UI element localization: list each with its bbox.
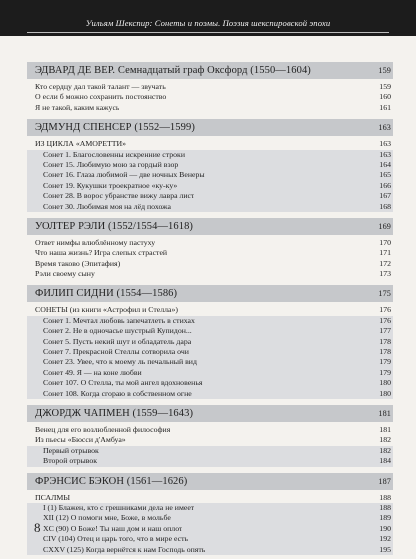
toc-group xyxy=(27,493,393,503)
toc-entry xyxy=(27,534,393,544)
page-ref: 159 xyxy=(379,82,391,91)
page-ref: 181 xyxy=(378,408,391,418)
author-heading xyxy=(27,218,393,235)
toc-entry xyxy=(27,545,393,555)
page-ref: 170 xyxy=(379,237,391,247)
author-heading xyxy=(27,473,393,490)
toc-entry xyxy=(27,160,393,170)
page-ref: 179 xyxy=(379,357,391,367)
page-number: 8 xyxy=(34,520,41,535)
entry-title: Ответ нимфы влюблённому пастуху xyxy=(35,237,156,247)
toc-section xyxy=(27,119,393,212)
page-ref: 175 xyxy=(378,289,391,299)
page-ref: 169 xyxy=(378,221,391,231)
toc-entry xyxy=(27,248,393,258)
page-ref: 190 xyxy=(379,523,391,533)
toc-section xyxy=(27,218,393,280)
page-ref: 173 xyxy=(379,269,391,279)
author-name: ДЖОРДЖ ЧАПМЕН (1559—1643) xyxy=(35,407,194,419)
group-title: Из пьесы «Бюсси д'Амбуа» xyxy=(35,435,126,445)
toc-entry xyxy=(27,524,393,534)
entry-title: Кто сердцу дал такой талант — звучать xyxy=(35,82,166,91)
toc-entry xyxy=(27,389,393,399)
entry-title: Первый отрывок xyxy=(43,445,99,455)
entry-title: Что наша жизнь? Игра слепых страстей xyxy=(35,248,168,258)
entry-title: Сонет 23. Увее, что к моему ль печальный вид xyxy=(43,357,197,367)
toc-entry xyxy=(27,92,393,102)
toc-entry xyxy=(27,82,393,92)
entry-band xyxy=(27,446,393,467)
toc-entry xyxy=(27,103,393,113)
toc-entry xyxy=(27,202,393,212)
author-name: ЭДМУНД СПЕНСЕР (1552—1599) xyxy=(35,122,195,134)
page-ref: 160 xyxy=(379,92,391,102)
toc-section xyxy=(27,473,393,555)
entry-title: Время таково (Эпитафия) xyxy=(35,258,121,268)
page-ref: 161 xyxy=(379,102,391,112)
page-ref: 192 xyxy=(379,534,391,544)
toc-entry xyxy=(27,347,393,357)
toc-entry xyxy=(27,316,393,326)
entry-title: Сонет 2. Не в одночасье шустрый Купидон... xyxy=(43,326,192,336)
toc-entry xyxy=(27,337,393,347)
entry-title: Сонет 16. Глаза любимой — две ночных Венеры xyxy=(43,170,205,180)
entry-title: Второй отрывок xyxy=(43,456,98,466)
author-heading xyxy=(27,119,393,136)
page-ref: 178 xyxy=(379,347,391,357)
entry-title: Венец для его возлюбленной философия xyxy=(35,424,171,434)
author-name: ФИЛИП СИДНИ (1554—1586) xyxy=(35,288,178,300)
entry-title: О если б можно сохранить постоянство xyxy=(35,92,167,102)
toc-group xyxy=(27,435,393,445)
entry-title: XC (90) О Боже! Ты наш дом и наш оплот xyxy=(43,523,183,533)
page-ref: 178 xyxy=(379,336,391,346)
toc-entry xyxy=(27,503,393,513)
toc-entry xyxy=(27,456,393,466)
running-header: Уильям Шекспир: Сонеты и поэмы. Поэзия шекспировской эпохи xyxy=(85,18,331,28)
page-ref: 188 xyxy=(379,502,391,512)
toc-entry xyxy=(27,378,393,388)
author-heading xyxy=(27,285,393,302)
group-title: ИЗ ЦИКЛА «АМОРЕТТИ» xyxy=(35,139,127,149)
page-ref: 189 xyxy=(379,513,391,523)
toc-group xyxy=(27,305,393,315)
toc-group xyxy=(27,139,393,149)
page-ref: 171 xyxy=(379,248,391,258)
running-header-bar xyxy=(0,0,416,36)
author-name: ЭДВАРД ДЕ ВЕР. Семнадцатый граф Оксфорд (1550—1604) xyxy=(35,65,311,76)
entry-title: Сонет 30. Любимая моя на лёд похожа xyxy=(43,201,172,211)
page-ref: 180 xyxy=(379,378,391,388)
header-divider xyxy=(27,32,389,33)
toc-entry xyxy=(27,446,393,456)
page-ref: 180 xyxy=(379,388,391,398)
page-ref: 167 xyxy=(379,191,391,201)
page-ref: 163 xyxy=(379,149,391,159)
page-ref: 165 xyxy=(379,170,391,180)
page-ref: 177 xyxy=(379,326,391,336)
entry-title: Сонет 7. Прекрасной Стеллы сотворила очи xyxy=(43,347,189,357)
page-ref: 163 xyxy=(378,123,391,133)
entry-title: I (1) Блажен, кто с грешниками дела не имеет xyxy=(43,502,195,512)
toc-entry xyxy=(27,425,393,435)
entry-title: Сонет 19. Кукушки троекратное «ку-ку» xyxy=(43,180,178,190)
entry-band xyxy=(27,150,393,212)
entry-title: Сонет 108. Когда сгораю в собственном огне xyxy=(43,388,192,398)
toc-section xyxy=(27,405,393,467)
toc-entry xyxy=(27,269,393,279)
entry-title: Сонет 1. Благословенны искренние строки xyxy=(43,149,186,159)
page-ref: 184 xyxy=(379,456,391,466)
page-ref: 176 xyxy=(379,305,391,315)
entry-title: Сонет 107. О Стелла, ты мой ангел вдохновенья xyxy=(43,378,203,388)
entry-band xyxy=(27,316,393,399)
toc-entry xyxy=(27,326,393,336)
page-ref: 163 xyxy=(379,139,391,149)
page-ref: 181 xyxy=(379,424,391,434)
toc-entry xyxy=(27,368,393,378)
page-ref: 172 xyxy=(379,258,391,268)
author-heading xyxy=(27,62,393,79)
page-ref: 176 xyxy=(379,315,391,325)
entry-title: Сонет 28. В ворос убранстве вижу лавра лист xyxy=(43,191,195,201)
entry-title: CXXV (125) Когда вернётся к нам Господь опять xyxy=(43,544,206,554)
page-ref: 164 xyxy=(379,159,391,169)
page-ref: 195 xyxy=(379,544,391,554)
page-ref: 166 xyxy=(379,180,391,190)
toc-entry xyxy=(27,170,393,180)
page-ref: 159 xyxy=(378,66,391,75)
toc-entry xyxy=(27,357,393,367)
group-title: ПСАЛМЫ xyxy=(35,492,71,502)
toc-section xyxy=(27,285,393,399)
entry-title: Сонет 49. Я — на коне любви xyxy=(43,367,142,377)
entry-title: Я не такой, каким кажусь xyxy=(35,102,120,112)
page-ref: 179 xyxy=(379,367,391,377)
author-name: УОЛТЕР РЭЛИ (1552/1554—1618) xyxy=(35,220,194,232)
entry-band xyxy=(27,503,393,555)
toc-section xyxy=(27,62,393,113)
page-ref: 188 xyxy=(379,492,391,502)
entry-title: Сонет 1. Мечтал любовь запечатлеть в стихах xyxy=(43,315,195,325)
entry-title: CIV (104) Отец и царь того, что в мире есть xyxy=(43,534,189,544)
group-title: СОНЕТЫ (из книги «Астрофил и Стелла») xyxy=(35,305,178,315)
entry-title: Рэли своему сыну xyxy=(35,269,95,279)
entry-title: Сонет 5. Пусть некий шут и обладатель дара xyxy=(43,336,192,346)
page-ref: 168 xyxy=(379,201,391,211)
toc-entry xyxy=(27,191,393,201)
toc-entry xyxy=(27,150,393,160)
toc-entry xyxy=(27,238,393,248)
author-name: ФРЭНСИС БЭКОН (1561—1626) xyxy=(35,475,188,487)
page-ref: 182 xyxy=(379,445,391,455)
page-ref: 182 xyxy=(379,435,391,445)
table-of-contents xyxy=(27,62,393,555)
page-ref: 187 xyxy=(378,476,391,486)
toc-entry xyxy=(27,513,393,523)
toc-entry xyxy=(27,259,393,269)
entry-title: XII (12) О помоги мне, Боже, в мольбе xyxy=(43,513,171,523)
author-heading xyxy=(27,405,393,422)
toc-entry xyxy=(27,181,393,191)
entry-title: Сонет 15. Любимую мою за гордый взор xyxy=(43,159,179,169)
